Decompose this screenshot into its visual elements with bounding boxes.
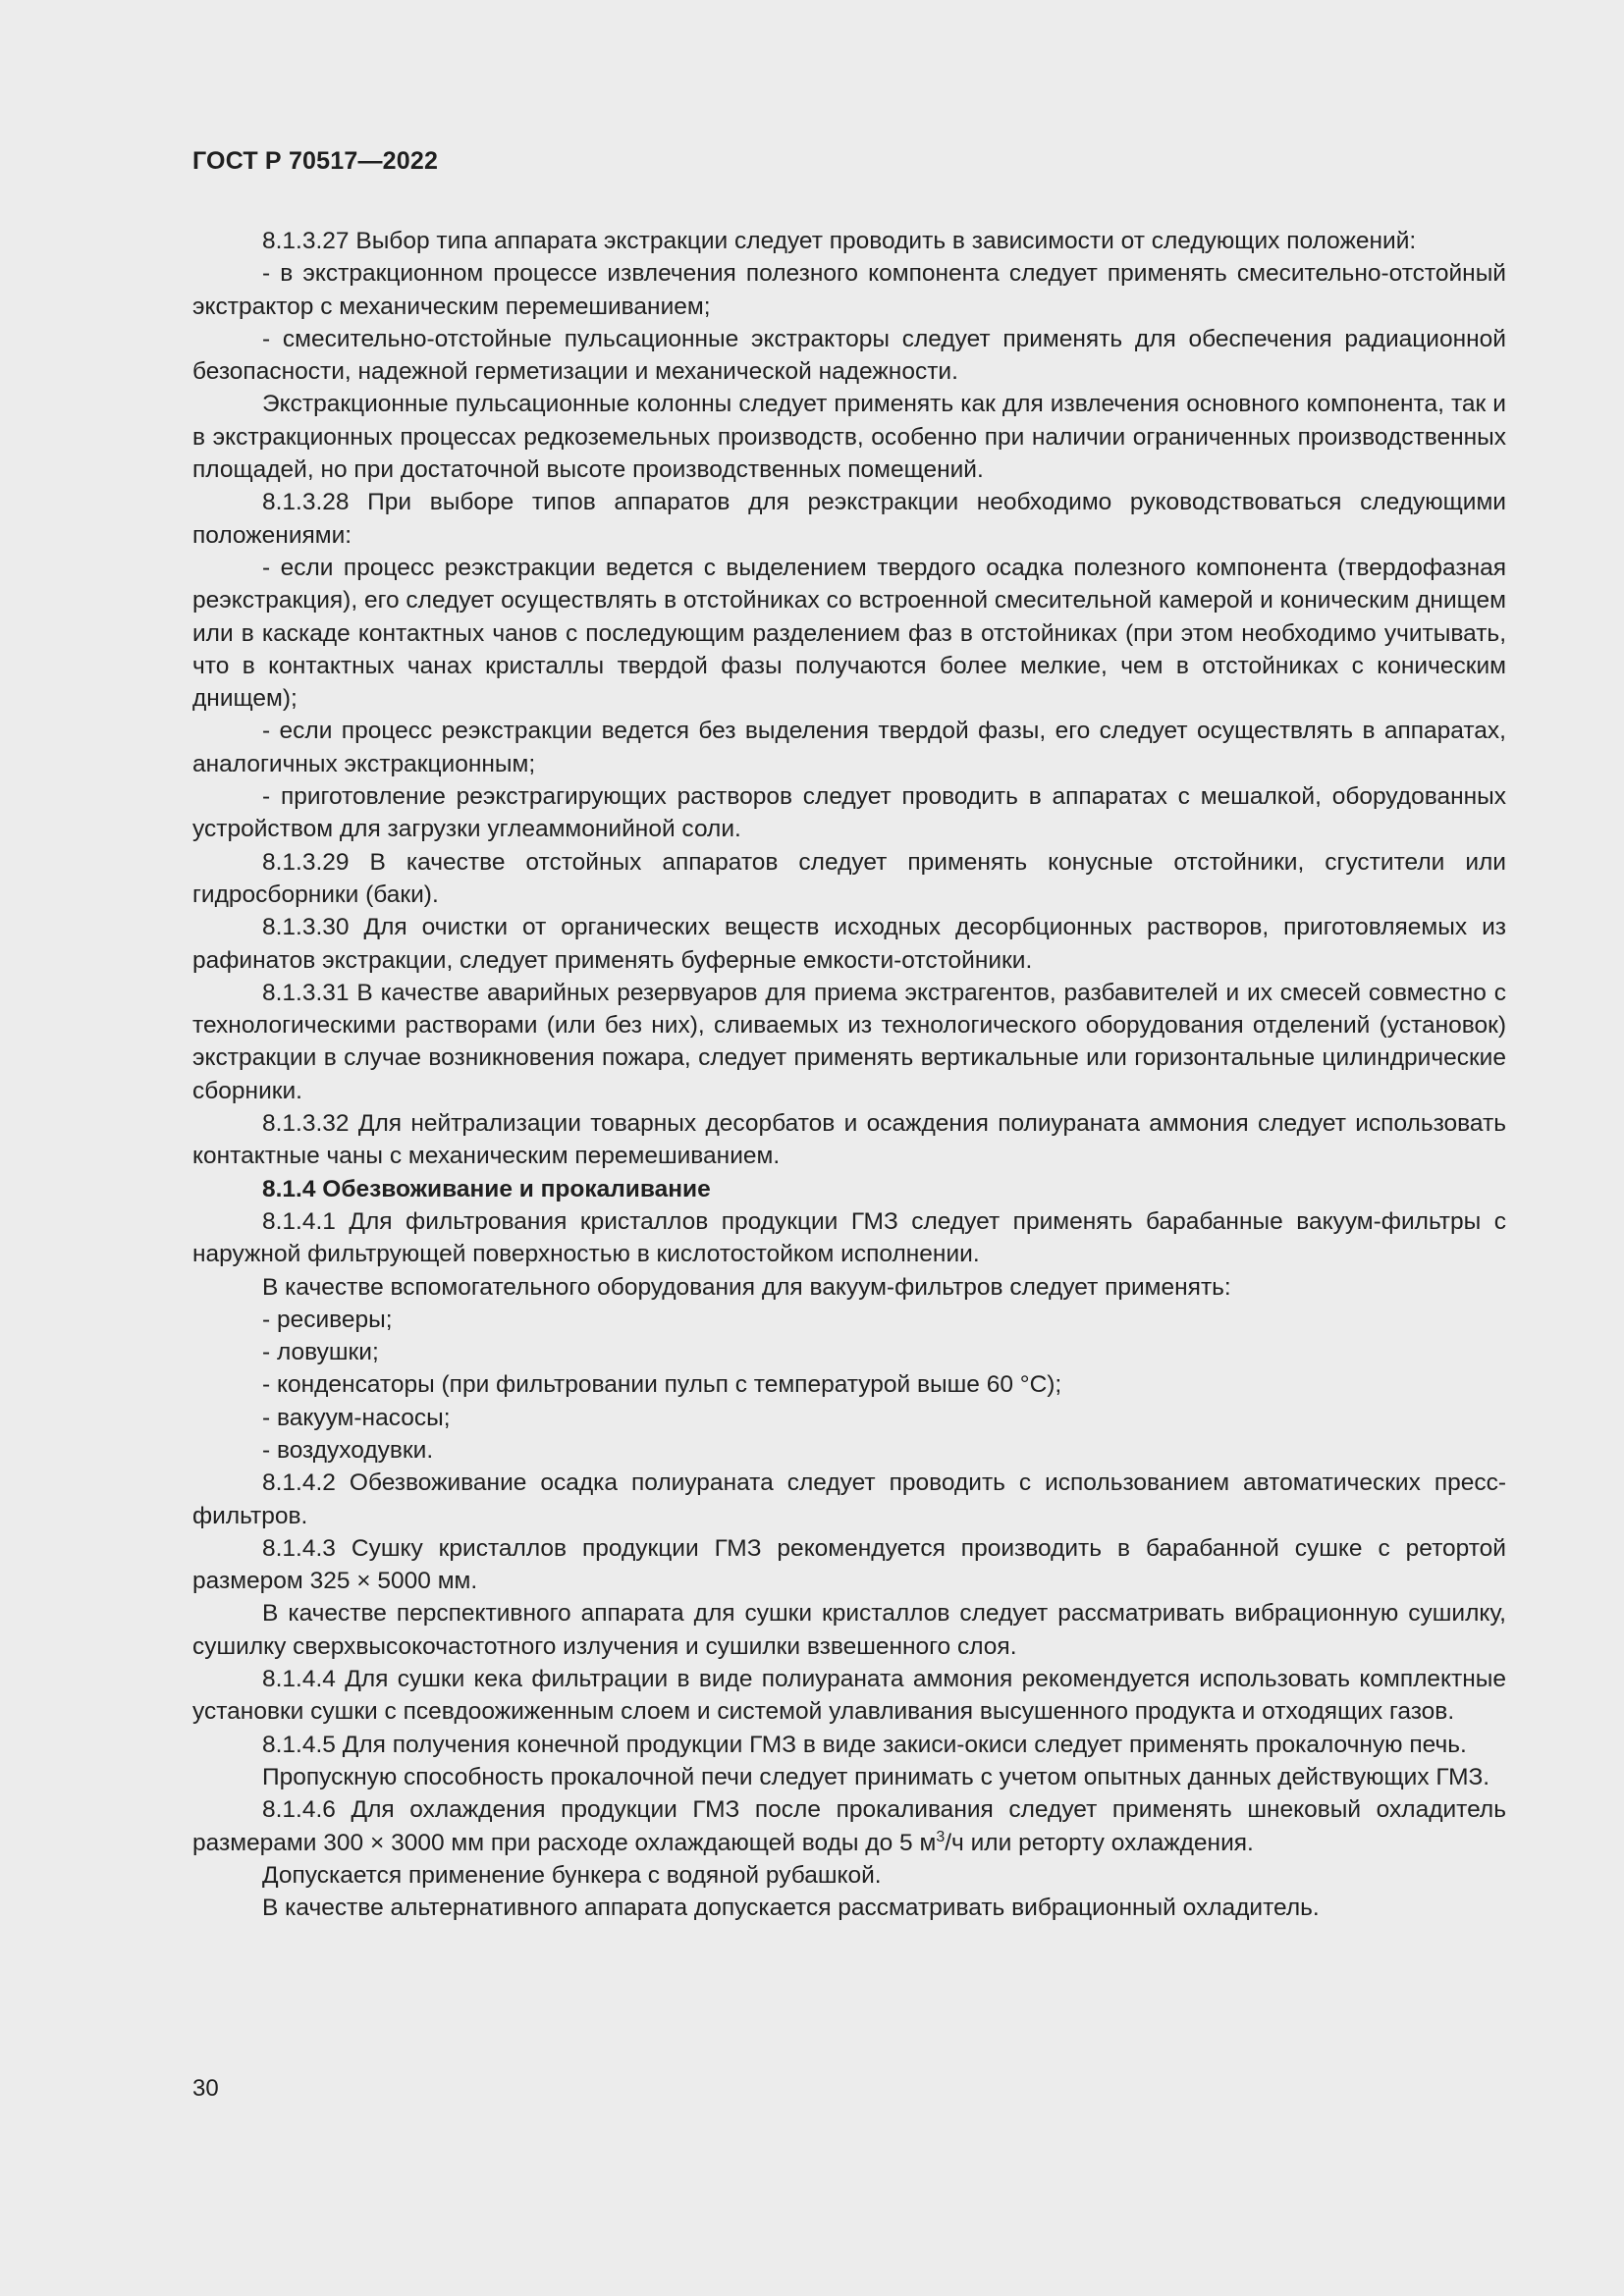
list-item: - если процесс реэкстракции ведется без выделения твердой фазы, его следует осуществлять в аппаратах, аналогичных экстракционным; (192, 718, 1506, 777)
paragraph: 8.1.4.1 Для фильтрования кристаллов продукции ГМЗ следует применять барабанные вакуум-фильтры с наружной фильтрующей поверхностью в кислотостойком исполнении. (192, 1207, 1506, 1268)
paragraph: 8.1.4.4 Для сушки кека фильтрации в виде полиураната аммония рекомендуется использовать комплектные установки сушки с псевдоожиженным слоем и системой улавливания высушенного продукта и отходящих газов. (192, 1666, 1506, 1726)
paragraph: 8.1.3.27 Выбор типа аппарата экстракции следует проводить в зависимости от следующих положений: (262, 228, 1417, 254)
list-item: - воздуходувки. (262, 1436, 434, 1464)
paragraph: В качестве альтернативного аппарата допускается рассматривать вибрационный охладитель. (262, 1895, 1320, 1922)
superscript: 3 (936, 1828, 946, 1845)
paragraph: 8.1.3.31 В качестве аварийных резервуаров для приема экстрагентов, разбавителей и их смесей совместно с технологическими растворами (или без них), сливаемых из технологического оборудования отделений (установок) экстракции в случае возникновения пожара, следует применять вертикальные или горизонтальные цилиндрические сборники. (192, 979, 1506, 1104)
list-item: - конденсаторы (при фильтровании пульп с температурой выше 60 °С); (262, 1371, 1062, 1399)
list-item: - если процесс реэкстракции ведется с выделением твердого осадка полезного компонента (твердофазная реэкстракция), его следует осуществлять в отстойниках со встроенной смесительной камерой и коническим днищем или в каскаде контактных чанов с последующим разделением фаз в отстойниках (при этом необходимо учитывать, что в контактных чанах кристаллы твердой фазы получаются более мелкие, чем в отстойниках с коническим днищем); (192, 554, 1506, 713)
document-body (192, 225, 1506, 1924)
text-before-superscript: 8.1.4.6 Для охлаждения продукции ГМЗ после прокаливания следует применять шнековый охладитель размерами 300 × 3000 мм при расходе охлаждающей воды до 5 м (192, 1796, 1506, 1856)
list-item: - ловушки; (262, 1339, 379, 1366)
paragraph: В качестве вспомогательного оборудования для вакуум-фильтров следует применять: (262, 1273, 1231, 1301)
paragraph: Пропускную способность прокалочной печи следует принимать с учетом опытных данных действующих ГМЗ. (262, 1763, 1490, 1790)
paragraph: 8.1.4.2 Обезвоживание осадка полиураната следует проводить с использованием автоматических пресс-фильтров. (192, 1469, 1506, 1529)
paragraph: Допускается применение бункера с водяной рубашкой. (262, 1861, 882, 1889)
text-after-superscript: /ч или реторту охлаждения. (945, 1829, 1254, 1856)
paragraph: 8.1.3.32 Для нейтрализации товарных десорбатов и осаждения полиураната аммония следует использовать контактные чаны с механическим перемешиванием. (192, 1110, 1506, 1170)
paragraph: 8.1.3.28 При выборе типов аппаратов для реэкстракции необходимо руководствоваться следующими положениями: (192, 489, 1506, 549)
paragraph: 8.1.4.5 Для получения конечной продукции ГМЗ в виде закиси-окиси следует применять прокалочную печь. (262, 1731, 1467, 1758)
paragraph: 8.1.4.3 Сушку кристаллов продукции ГМЗ рекомендуется производить в барабанной сушке с ретортой размером 325 × 5000 мм. (192, 1534, 1506, 1595)
paragraph: Экстракционные пульсационные колонны следует применять как для извлечения основного компонента, так и в экстракционных процессах редкоземельных производств, особенно при наличии ограниченных производственных площадей, но при достаточной высоте производственных помещений. (192, 391, 1506, 484)
section-heading: 8.1.4 Обезвоживание и прокаливание (262, 1175, 711, 1202)
paragraph-with-superscript (192, 1793, 1506, 1859)
list-item: - смесительно-отстойные пульсационные экстракторы следует применять для обеспечения радиационной безопасности, надежной герметизации и механической надежности. (192, 325, 1506, 386)
list-item: - вакуум-насосы; (262, 1404, 451, 1431)
paragraph: 8.1.3.30 Для очистки от органических веществ исходных десорбционных растворов, приготовляемых из рафинатов экстракции, следует применять буферные емкости-отстойники. (192, 914, 1506, 974)
list-item: - в экстракционном процессе извлечения полезного компонента следует применять смесительно-отстойный экстрактор с механическим перемешиванием; (192, 260, 1506, 320)
paragraph: 8.1.3.29 В качестве отстойных аппаратов следует применять конусные отстойники, сгустители или гидросборники (баки). (192, 848, 1506, 908)
list-item: - приготовление реэкстрагирующих растворов следует проводить в аппаратах с мешалкой, оборудованных устройством для загрузки углеаммонийной соли. (192, 783, 1506, 843)
paragraph: В качестве перспективного аппарата для сушки кристаллов следует рассматривать вибрационную сушилку, сушилку сверхвысокочастотного излучения и сушилки взвешенного слоя. (192, 1600, 1506, 1660)
list-item: - ресиверы; (262, 1306, 393, 1333)
page-number: 30 (192, 2075, 219, 2102)
document-header: ГОСТ Р 70517—2022 (192, 147, 439, 175)
